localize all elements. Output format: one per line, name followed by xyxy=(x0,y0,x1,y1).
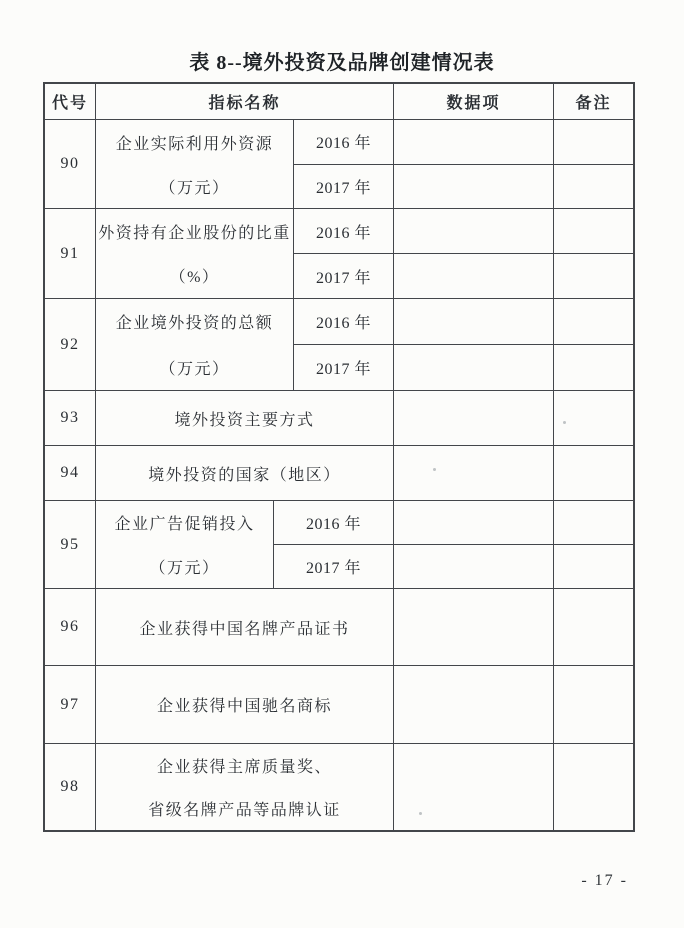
data-cell xyxy=(394,391,554,445)
indicator-line-2: （万元） xyxy=(159,179,230,197)
row-indicator xyxy=(96,744,394,830)
table-row-92 xyxy=(45,299,633,391)
row-indicator: 境外投资的国家（地区） xyxy=(96,446,394,500)
year-subrows xyxy=(294,299,633,390)
indicator-line-2: （万元） xyxy=(149,559,220,577)
table-row-90 xyxy=(45,120,633,209)
header-cell-code: 代号 xyxy=(45,84,96,119)
data-cell xyxy=(394,299,554,344)
row-indicator xyxy=(96,120,294,208)
indicator-line-2: （%） xyxy=(169,269,220,287)
header-cell-data: 数据项 xyxy=(394,84,554,119)
subrow-2017 xyxy=(274,545,633,588)
indicator-table xyxy=(43,82,635,832)
remark-cell xyxy=(554,209,633,253)
subrow-2017 xyxy=(294,254,633,298)
table-row-97 xyxy=(45,666,633,744)
year-label: 2017 年 xyxy=(274,545,394,588)
indicator-line-1: 外资持有企业股份的比重 xyxy=(98,224,291,242)
table-row-96 xyxy=(45,589,633,666)
header-cell-remark: 备注 xyxy=(575,95,612,112)
subrow-2017 xyxy=(294,165,633,209)
data-cell xyxy=(394,589,554,665)
data-cell xyxy=(394,165,554,209)
remark-cell xyxy=(554,446,633,500)
year-label: 2016 年 xyxy=(294,299,394,344)
remark-cell xyxy=(554,391,633,445)
remark-cell xyxy=(554,120,633,164)
remark-cell xyxy=(554,501,633,544)
table-row-94 xyxy=(45,446,633,501)
data-cell xyxy=(394,345,554,390)
indicator-line-2: 省级名牌产品等品牌认证 xyxy=(148,802,341,819)
year-subrows xyxy=(294,209,633,298)
row-code: 90 xyxy=(45,120,96,208)
table-row-91 xyxy=(45,209,633,299)
page-number: - 17 - xyxy=(581,872,628,889)
remark-cell xyxy=(554,299,633,344)
year-label: 2017 年 xyxy=(294,254,394,298)
row-code: 97 xyxy=(45,666,96,743)
subrow-2016 xyxy=(294,120,633,165)
data-cell xyxy=(394,744,554,830)
table-row-98 xyxy=(45,744,633,830)
remark-cell xyxy=(554,345,633,390)
table-row-95 xyxy=(45,501,633,589)
indicator-line-1: 企业境外投资的总额 xyxy=(115,315,274,333)
row-indicator xyxy=(96,209,294,298)
remark-cell xyxy=(554,744,633,830)
row-indicator: 企业获得中国驰名商标 xyxy=(96,666,394,743)
scan-speck xyxy=(563,421,566,424)
subrow-2016 xyxy=(294,209,633,254)
data-cell xyxy=(394,209,554,253)
data-cell xyxy=(394,120,554,164)
indicator-line-1: 企业获得主席质量奖、 xyxy=(156,759,332,776)
scan-speck xyxy=(419,812,422,815)
year-label: 2016 年 xyxy=(274,501,394,544)
year-subrows xyxy=(294,120,633,208)
row-indicator xyxy=(96,299,294,390)
data-cell xyxy=(394,545,554,588)
row-code: 95 xyxy=(45,501,96,588)
row-code: 92 xyxy=(45,299,96,390)
data-cell xyxy=(394,501,554,544)
year-label: 2017 年 xyxy=(294,165,394,209)
year-label: 2017 年 xyxy=(294,345,394,390)
data-cell xyxy=(394,254,554,298)
row-indicator: 企业获得中国名牌产品证书 xyxy=(96,589,394,665)
remark-cell xyxy=(554,666,633,743)
row-code: 93 xyxy=(45,391,96,445)
table-header-row xyxy=(45,84,633,120)
year-label: 2016 年 xyxy=(294,120,394,164)
table-row-93 xyxy=(45,391,633,446)
indicator-line-1: 企业广告促销投入 xyxy=(114,516,255,534)
subrow-2017 xyxy=(294,345,633,390)
remark-cell xyxy=(554,165,633,209)
row-code: 91 xyxy=(45,209,96,298)
data-cell xyxy=(394,446,554,500)
subrow-2016 xyxy=(294,299,633,345)
row-indicator: 境外投资主要方式 xyxy=(96,391,394,445)
subrow-2016 xyxy=(274,501,633,545)
indicator-line-2: （万元） xyxy=(159,360,230,378)
year-subrows xyxy=(274,501,633,588)
year-label: 2016 年 xyxy=(294,209,394,253)
header-cell-indicator: 指标名称 xyxy=(96,84,394,119)
row-indicator xyxy=(96,501,274,588)
indicator-line-1: 企业实际利用外资源 xyxy=(115,135,274,153)
remark-cell xyxy=(554,254,633,298)
data-cell xyxy=(394,666,554,743)
remark-cell xyxy=(554,589,633,665)
row-code: 98 xyxy=(45,744,96,830)
row-code: 94 xyxy=(45,446,96,500)
scan-speck xyxy=(433,468,436,471)
page-title: 表 8--境外投资及品牌创建情况表 xyxy=(189,52,495,74)
row-code: 96 xyxy=(45,589,96,665)
remark-cell xyxy=(554,545,633,588)
